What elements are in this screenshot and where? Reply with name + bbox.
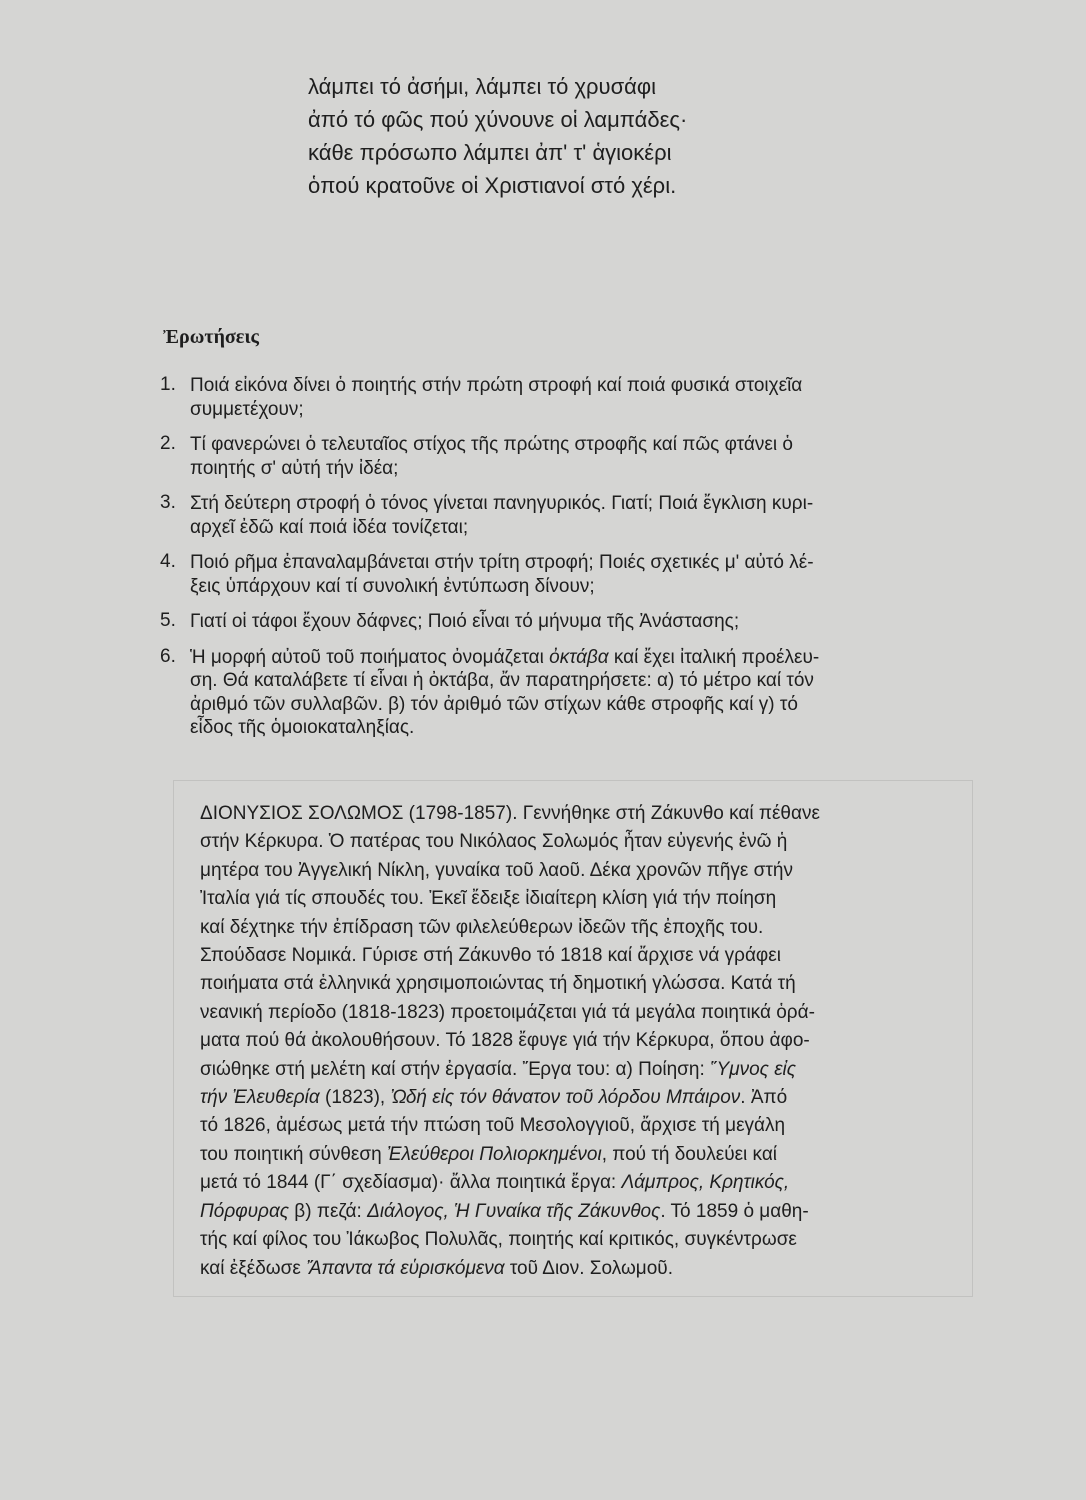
text-line — [200, 999, 968, 1027]
text-segment: Τί φανερώνει ὁ τελευταῖος στίχος τῆς πρώτης στροφῆς καί πῶς φτάνει ὁ — [190, 434, 793, 455]
text-line — [190, 610, 980, 634]
question-item — [160, 646, 980, 740]
question-item — [160, 433, 980, 480]
italic-text: ὀκτάβα — [549, 646, 609, 668]
text-line — [190, 398, 980, 422]
question-item — [160, 551, 980, 598]
text-segment: Ποιό ρῆμα ἐπαναλαμβάνεται στήν τρίτη στροφή; Ποιές σχετικές μ' αὐτό λέ- — [190, 552, 814, 573]
poem-line: ὁπού κρατοῦνε οἱ Χριστιανοί στό χέρι. — [308, 173, 677, 198]
question-item — [160, 492, 980, 539]
text-line — [190, 693, 980, 717]
text-line — [200, 1198, 968, 1226]
question-text — [190, 374, 980, 421]
question-item — [160, 610, 980, 634]
text-segment: του ποιητική σύνθεση — [200, 1143, 387, 1165]
text-line — [190, 669, 980, 693]
text-line — [190, 575, 980, 599]
text-line — [200, 857, 968, 885]
italic-text: Ἄπαντα τά εὑρισκόμενα — [306, 1257, 505, 1279]
poem-line: λάμπει τό ἀσήμι, λάμπει τό χρυσάφι — [308, 74, 657, 99]
text-line — [200, 914, 968, 942]
text-line — [190, 374, 980, 398]
text-line — [200, 1226, 968, 1254]
text-line — [190, 716, 980, 740]
text-line — [200, 1112, 968, 1140]
question-number: 4. — [160, 551, 176, 572]
text-segment: ματα πού θά ἀκολουθήσουν. Τό 1828 ἔφυγε γιά τήν Κέρκυρα, ὅπου ἀφο- — [200, 1030, 810, 1052]
text-line — [190, 492, 980, 516]
text-segment: Σπούδασε Νομικά. Γύρισε στή Ζάκυνθο τό 1818 καί ἄρχισε νά γράφει — [200, 945, 781, 967]
question-number: 1. — [160, 374, 176, 395]
text-segment: ἀριθμό τῶν συλλαβῶν. β) τόν ἀριθμό τῶν στίχων κάθε στροφῆς καί γ) τό — [190, 693, 798, 715]
text-line — [200, 1084, 968, 1112]
text-line — [200, 1169, 968, 1197]
text-segment: Γιατί οἱ τάφοι ἔχουν δάφνες; Ποιό εἶναι τό μήνυμα τῆς Ἀνάστασης; — [190, 611, 740, 632]
question-text — [190, 610, 980, 634]
text-segment: καί δέχτηκε τήν ἐπίδραση τῶν φιλελεύθερων ἰδεῶν τῆς ἐποχῆς του. — [200, 916, 764, 938]
question-text — [190, 492, 980, 539]
italic-text: Πόρφυρας — [200, 1200, 290, 1222]
questions-heading: Ἐρωτήσεις — [163, 326, 259, 348]
text-segment: ξεις ὑπάρχουν καί τί συνολική ἐντύπωση δίνουν; — [190, 575, 595, 597]
text-line — [200, 1027, 968, 1055]
text-segment: στήν Κέρκυρα. Ὁ πατέρας του Νικόλαος Σολωμός ἦταν εὐγενής ἐνῶ ἡ — [200, 831, 788, 853]
text-line — [200, 942, 968, 970]
text-line — [190, 516, 980, 540]
italic-text: Ὠδή εἰς τόν θάνατον τοῦ λόρδου Μπάιρον — [390, 1087, 741, 1109]
question-text — [190, 551, 980, 598]
italic-text: τήν Ἐλευθερία — [200, 1087, 320, 1109]
text-segment: . Ἀπό — [740, 1087, 788, 1109]
text-segment: τοῦ Διον. Σολωμοῦ. — [504, 1257, 673, 1279]
question-number: 2. — [160, 433, 176, 454]
italic-text: Ὕμνος εἰς — [710, 1058, 797, 1080]
question-text — [190, 646, 980, 740]
questions-list — [160, 374, 980, 752]
text-segment: . Τό 1859 ὁ μαθη- — [660, 1200, 809, 1222]
question-item — [160, 374, 980, 421]
text-segment: τό 1826, ἀμέσως μετά τήν πτώση τοῦ Μεσολογγιοῦ, ἄρχισε τή μεγάλη — [200, 1115, 786, 1137]
question-number: 5. — [160, 610, 176, 631]
text-segment: ποιητής σ' αὐτή τήν ἰδέα; — [190, 457, 399, 479]
text-segment: συμμετέχουν; — [190, 398, 304, 420]
text-line — [190, 457, 980, 481]
poem-line: κάθε πρόσωπο λάμπει ἀπ' τ' ἁγιοκέρι — [308, 140, 672, 165]
question-number: 6. — [160, 645, 176, 667]
text-line — [190, 551, 980, 575]
text-segment: καί ἔχει ἰταλική προέλευ- — [608, 646, 820, 668]
italic-text: Ἐλεύθεροι Πολιορκημένοι — [386, 1143, 602, 1165]
text-line — [200, 885, 968, 913]
italic-text: Λάμπρος, Κρητικός, — [621, 1172, 790, 1194]
biography-text — [200, 800, 968, 1283]
text-segment: Στή δεύτερη στροφή ὁ τόνος γίνεται πανηγυρικός. Γιατί; Ποιά ἔγκλιση κυρι- — [190, 493, 814, 514]
italic-text: Διάλογος, Ἡ Γυναίκα τῆς Ζάκυνθος — [367, 1200, 661, 1222]
text-line — [200, 1056, 968, 1084]
text-segment: Ἡ μορφή αὐτοῦ τοῦ ποιήματος ὀνομάζεται — [190, 646, 550, 668]
poem-line: ἀπό τό φῶς πού χύνουνε οἱ λαμπάδες· — [308, 107, 688, 132]
text-segment: Ποιά εἰκόνα δίνει ὁ ποιητής στήν πρώτη στροφή καί ποιά φυσικά στοιχεῖα — [190, 375, 803, 396]
poem-excerpt — [308, 70, 687, 202]
text-segment: , πού τή δουλεύει καί — [601, 1143, 778, 1165]
text-segment: τής καί φίλος του Ἰάκωβος Πολυλᾶς, ποιητής καί κριτικός, συγκέντρωσε — [200, 1229, 797, 1251]
text-line — [200, 1141, 968, 1169]
text-segment: μητέρα του Ἀγγελική Νίκλη, γυναίκα τοῦ λαοῦ. Δέκα χρονῶν πῆγε στήν — [200, 859, 793, 881]
text-line — [200, 1255, 968, 1283]
text-segment: μετά τό 1844 (Γ΄ σχεδίασμα)· ἄλλα ποιητικά ἔργα: — [200, 1172, 622, 1194]
text-segment: αρχεῖ ἐδῶ καί ποιά ἰδέα τονίζεται; — [190, 516, 469, 538]
text-line — [200, 800, 968, 828]
text-segment: ποιήματα στά ἑλληνικά χρησιμοποιώντας τή δημοτική γλώσσα. Κατά τή — [200, 973, 796, 995]
text-line — [190, 433, 980, 457]
text-segment: Ἰταλία γιά τίς σπουδές του. Ἐκεῖ ἔδειξε ἰδιαίτερη κλίση γιά τήν ποίηση — [200, 888, 777, 910]
text-line — [190, 646, 980, 670]
text-segment: εἶδος τῆς ὁμοιοκαταληξίας. — [190, 717, 415, 738]
question-number: 3. — [160, 492, 176, 513]
text-line — [200, 828, 968, 856]
text-segment: (1823), — [319, 1087, 391, 1109]
text-segment: καί ἐξέδωσε — [200, 1257, 307, 1279]
text-segment: νεανική περίοδο (1818-1823) προετοιμάζεται γιά τά μεγάλα ποιητικά ὁρά- — [200, 1001, 815, 1023]
text-line — [200, 970, 968, 998]
text-segment: ΔΙΟΝΥΣΙΟΣ ΣΟΛΩΜΟΣ (1798-1857). Γεννήθηκε στή Ζάκυνθο καί πέθανε — [200, 803, 820, 824]
text-segment: ση. Θά καταλάβετε τί εἶναι ἡ ὀκτάβα, ἄν παρατηρήσετε: α) τό μέτρο καί τόν — [190, 670, 814, 691]
question-text — [190, 433, 980, 480]
text-segment: β) πεζά: — [289, 1200, 368, 1222]
text-segment: σιώθηκε στή μελέτη καί στήν ἐργασία. Ἔργα του: α) Ποίηση: — [200, 1058, 711, 1080]
